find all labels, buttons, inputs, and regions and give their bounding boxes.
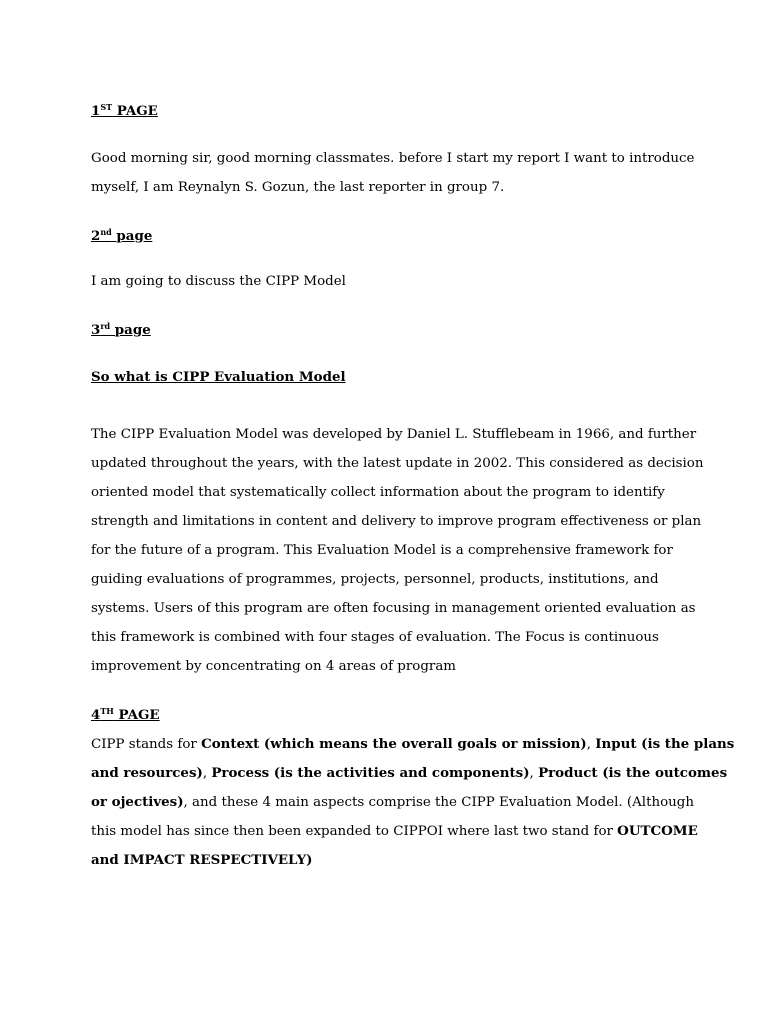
heading-label: PAGE [112, 103, 158, 119]
paragraph-line: Good morning sir, good morning classmates. before I start my report I want to introduce [91, 151, 695, 166]
paragraph-line: guiding evaluations of programmes, projects, personnel, products, institutions, and [91, 572, 659, 587]
heading-label: page [110, 322, 151, 338]
paragraph-line: myself, I am Reynalyn S. Gozun, the last reporter in group 7. [91, 180, 505, 195]
heading-label: page [111, 228, 153, 244]
text-run: CIPP stands for [91, 737, 202, 752]
heading-superscript: ST [100, 102, 113, 112]
paragraph-line: this framework is combined with four stages of evaluation. The Focus is continuous [91, 630, 659, 645]
paragraph-line [91, 794, 694, 810]
heading-number: 2 [91, 228, 101, 244]
bold-text-run: OUTCOME [617, 823, 698, 839]
paragraph-line: improvement by concentrating on 4 areas of program [91, 659, 456, 674]
heading-superscript: nd [100, 227, 112, 237]
heading-superscript: rd [100, 321, 111, 331]
paragraph-line: for the future of a program. This Evaluation Model is a comprehensive framework for [91, 543, 673, 558]
heading-number: 3 [91, 322, 101, 338]
paragraph-line: updated throughout the years, with the latest update in 2002. This considered as decision [91, 456, 704, 471]
page2-heading [91, 228, 152, 244]
bold-text-run: Context (which means the overall goals or mission) [201, 736, 587, 752]
heading-label: PAGE [113, 707, 160, 723]
text-run: , and these 4 main aspects comprise the CIPP Evaluation Model. (Although [183, 795, 694, 810]
paragraph-line [91, 765, 727, 781]
page3-heading [91, 322, 151, 338]
paragraph-line [91, 736, 734, 752]
heading-superscript: TH [100, 706, 114, 716]
heading-number: 4 [91, 707, 101, 723]
bold-text-run: Product (is the outcomes [538, 765, 728, 781]
section-subheading: So what is CIPP Evaluation Model [91, 369, 346, 385]
text-run: , [586, 737, 596, 752]
bold-text-run: and IMPACT RESPECTIVELY) [91, 852, 313, 868]
heading-number: 1 [91, 103, 101, 119]
bold-text-run: Input (is the plans [595, 736, 735, 752]
paragraph-line: systems. Users of this program are often focusing in management oriented evaluation as [91, 601, 696, 616]
page1-heading [91, 103, 158, 119]
text-run: this model has since then been expanded to CIPPOI where last two stand for [91, 824, 618, 839]
text-run: , [529, 766, 539, 781]
text-run: , [202, 766, 212, 781]
bold-text-run: and resources) [91, 765, 203, 781]
bold-text-run: or ojectives) [91, 794, 184, 810]
bold-text-run: Process (is the activities and components) [211, 765, 530, 781]
paragraph-line: I am going to discuss the CIPP Model [91, 274, 346, 289]
paragraph-line: oriented model that systematically collect information about the program to identify [91, 485, 665, 500]
page4-heading [91, 707, 160, 723]
paragraph-line [91, 823, 698, 839]
paragraph-line: The CIPP Evaluation Model was developed by Daniel L. Stufflebeam in 1966, and further [91, 427, 697, 442]
paragraph-line [91, 852, 313, 868]
paragraph-line: strength and limitations in content and delivery to improve program effectiveness or plan [91, 514, 702, 529]
